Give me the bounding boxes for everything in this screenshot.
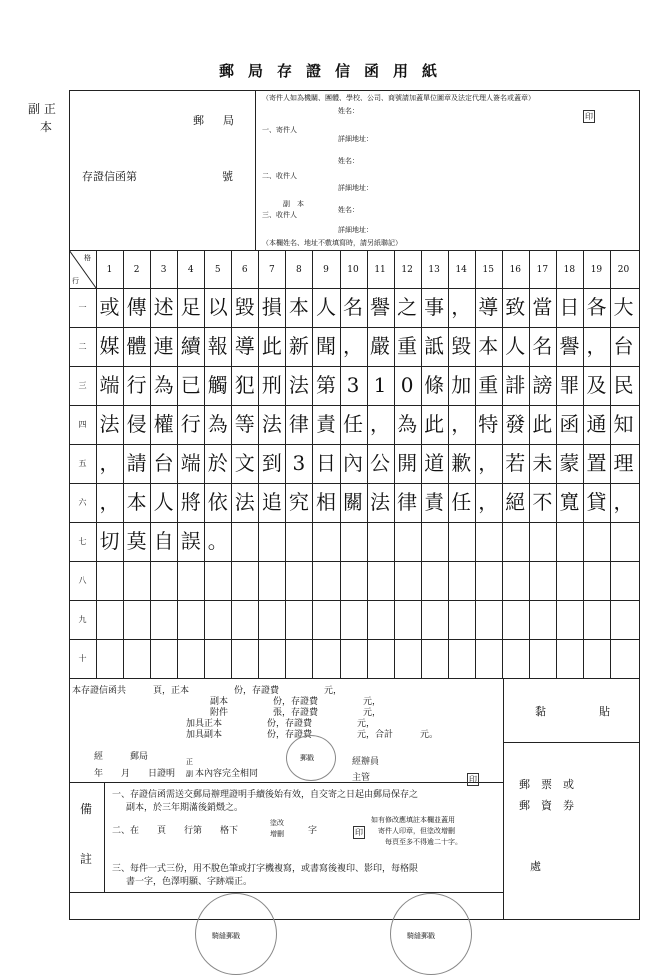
grid-cell: 道 xyxy=(424,451,445,475)
recipient-name-label: 姓名： xyxy=(338,157,359,165)
grid-cell: 觸 xyxy=(207,373,228,397)
note-2f: 寄件人印章，但塗改增刪 xyxy=(378,827,455,835)
grid-cell: ， xyxy=(478,490,499,514)
note-2a: 二、在 頁 行第 格下 xyxy=(112,826,239,836)
grid-cell: 內 xyxy=(343,451,363,475)
column-number: 5 xyxy=(214,265,221,275)
sender-note: （寄件人如為機關、團體、學校、公司、商號請加蓋單位圖章及法定代理人簽名或蓋章） xyxy=(262,94,535,102)
cc-address-label: 詳細地址： xyxy=(338,226,373,234)
grid-cell xyxy=(448,640,475,676)
grid-cell xyxy=(448,601,475,637)
divider xyxy=(503,742,640,743)
grid-cell: 知 xyxy=(613,412,634,436)
grid-cell: 侵 xyxy=(126,412,147,436)
grid-cell: 依 xyxy=(207,490,228,514)
column-number: 13 xyxy=(428,265,440,275)
supervisor-seal xyxy=(467,767,479,786)
grid-cell: ， xyxy=(343,334,363,358)
grid-cell xyxy=(285,640,312,676)
certify-line-b: 年 月 日證明 xyxy=(94,769,176,779)
grid-cell xyxy=(475,640,502,676)
grid-cell: 各 xyxy=(586,295,607,319)
grid-cell: 寬 xyxy=(559,490,580,514)
grid-cell: 新 xyxy=(288,334,309,358)
recipient-label: 二、收件人 xyxy=(262,172,297,180)
grid-cell xyxy=(394,601,421,637)
grid-cell xyxy=(285,601,312,637)
grid-cell: 發 xyxy=(505,412,526,436)
grid-cell: 犯 xyxy=(234,373,255,397)
row-number: 三 xyxy=(78,381,87,390)
grid-cell: 誤 xyxy=(180,529,201,553)
column-number: 8 xyxy=(296,265,302,275)
row-number: 十 xyxy=(78,654,87,663)
divider xyxy=(503,678,504,920)
grid-cell xyxy=(502,562,529,598)
row-number: 四 xyxy=(78,420,87,429)
grid-cell: 罪 xyxy=(559,373,580,397)
grid-cell: 重 xyxy=(478,373,499,397)
grid-cell: 第 xyxy=(315,373,336,397)
grid-cell: 為 xyxy=(207,412,228,436)
remarks-label-b: 註 xyxy=(80,852,93,866)
grid-cell: 法 xyxy=(234,490,255,514)
grid-cell: 述 xyxy=(153,295,174,319)
column-number: 16 xyxy=(509,265,522,275)
grid-cell: 續 xyxy=(180,334,201,358)
grid-cell: 歉 xyxy=(451,451,472,475)
grid-cell xyxy=(231,562,258,598)
postmark-label: 郵戳 xyxy=(300,754,314,762)
grid-cell: 法 xyxy=(261,412,282,436)
remarks-label-a: 備 xyxy=(80,802,93,816)
grid-cell xyxy=(475,523,502,559)
grid-cell: 譽 xyxy=(370,295,391,319)
grid-cell xyxy=(583,523,610,559)
grid-cell: 致 xyxy=(505,295,526,319)
grid-cell xyxy=(177,601,204,637)
sender-seal xyxy=(583,104,595,123)
certify-original: 正 xyxy=(186,758,193,766)
grid-cell xyxy=(96,562,123,598)
grid-cell xyxy=(556,601,583,637)
grid-cell: 連 xyxy=(153,334,174,358)
grid-cell xyxy=(448,562,475,598)
grid-cell: 之 xyxy=(397,295,418,319)
grid-cell: 足 xyxy=(180,295,201,319)
grid-cell: 日 xyxy=(559,295,580,319)
grid-cell: ， xyxy=(99,490,120,514)
grid-cell: 法 xyxy=(99,412,120,436)
corner-label-bottom: 行 xyxy=(72,277,79,285)
grid-cell xyxy=(556,523,583,559)
grid-cell xyxy=(475,601,502,637)
column-number: 1 xyxy=(106,265,113,275)
grid-cell: 嚴 xyxy=(370,334,391,358)
grid-cell: 毀 xyxy=(451,334,472,358)
grid-cell xyxy=(123,562,150,598)
column-number: 7 xyxy=(268,265,275,275)
divider xyxy=(104,782,105,892)
note-2-seal xyxy=(353,820,365,839)
note-1b: 副本，於三年期滿後銷燬之。 xyxy=(126,803,244,813)
grid-cell xyxy=(258,523,285,559)
grid-cell xyxy=(340,523,367,559)
grid-cell: 追 xyxy=(261,490,282,514)
grid-cell: 端 xyxy=(99,373,120,397)
column-number: 12 xyxy=(401,265,413,275)
grid-cell xyxy=(231,640,258,676)
column-number: 10 xyxy=(347,265,359,275)
grid-cell: 行 xyxy=(180,412,201,436)
grid-cell: 或 xyxy=(99,295,120,319)
copy-type-label xyxy=(28,100,68,136)
cc-name-label: 姓名： xyxy=(338,206,359,214)
grid-cell: 律 xyxy=(288,412,309,436)
grid-cell: 加 xyxy=(451,373,472,397)
grid-cell: 不 xyxy=(532,490,553,514)
grid-cell xyxy=(529,601,556,637)
grid-cell xyxy=(475,562,502,598)
grid-cell: 條 xyxy=(424,373,445,397)
column-number: 18 xyxy=(563,265,576,275)
grid-cell: ， xyxy=(370,412,391,436)
grid-cell: 譽 xyxy=(559,334,580,358)
sender-label: 一、寄件人 xyxy=(262,126,297,134)
note-2-char: 字 xyxy=(308,826,318,836)
row-number: 二 xyxy=(78,342,87,351)
grid-cell: 導 xyxy=(478,295,499,319)
paste-label-b: 貼 xyxy=(599,705,610,718)
grid-cell xyxy=(231,601,258,637)
grid-cell: 貸 xyxy=(586,490,607,514)
grid-cell xyxy=(502,640,529,676)
cc-label: 三、收件人 xyxy=(262,211,297,219)
grid-cell xyxy=(150,640,177,676)
grid-cell xyxy=(285,562,312,598)
form-title: 郵局存證信函用紙 xyxy=(218,62,451,80)
column-number: 20 xyxy=(617,265,630,275)
divider xyxy=(69,678,640,679)
grid-cell xyxy=(340,601,367,637)
grid-cell: 通 xyxy=(586,412,607,436)
column-number: 11 xyxy=(374,265,386,275)
grid-cell: 自 xyxy=(153,529,174,553)
grid-cell: 0 xyxy=(400,373,414,397)
grid-cell: 於 xyxy=(207,451,228,475)
grid-cell: 莫 xyxy=(126,529,147,553)
grid-cell xyxy=(556,640,583,676)
grid-cell: 請 xyxy=(126,451,147,475)
grid-cell: 未 xyxy=(532,451,553,475)
grid-cell: 法 xyxy=(370,490,391,514)
grid-cell: 特 xyxy=(478,412,499,436)
grid-cell xyxy=(529,562,556,598)
grid-cell xyxy=(421,601,448,637)
grid-cell xyxy=(340,640,367,676)
grid-cell: 毀 xyxy=(234,295,255,319)
grid-cell xyxy=(556,562,583,598)
grid-cell: 等 xyxy=(234,412,255,436)
grid-cell xyxy=(150,562,177,598)
grid-cell xyxy=(394,640,421,676)
grid-cell xyxy=(312,523,339,559)
grid-cell: 報 xyxy=(207,334,228,358)
grid-cell: 傳 xyxy=(126,295,147,319)
grid-cell xyxy=(312,601,339,637)
grid-cell xyxy=(529,640,556,676)
grid-cell xyxy=(502,601,529,637)
note-2-erase: 塗改 xyxy=(270,819,284,827)
certify-line-a: 經 郵局 xyxy=(94,752,149,762)
row-number: 九 xyxy=(78,615,87,624)
grid-cell: ， xyxy=(99,451,120,475)
column-number: 4 xyxy=(187,265,194,275)
grid-cell: 台 xyxy=(613,334,634,358)
recipient-address-label: 詳細地址： xyxy=(338,184,373,192)
grid-cell: 函 xyxy=(559,412,580,436)
grid-cell: 當 xyxy=(532,295,553,319)
grid-cell xyxy=(367,562,394,598)
grid-cell: ， xyxy=(451,412,472,436)
note-2g: 每頁至多不得逾二十字。 xyxy=(385,838,462,846)
grid-cell xyxy=(204,601,231,637)
grid-cell: 1 xyxy=(373,373,387,397)
grid-cell: 本 xyxy=(126,490,147,514)
grid-cell: 名 xyxy=(532,334,553,358)
grid-cell xyxy=(394,562,421,598)
grid-cell: 責 xyxy=(315,412,336,436)
grid-cell xyxy=(150,601,177,637)
grid-cell xyxy=(123,601,150,637)
grid-cell xyxy=(502,523,529,559)
paste-label-a: 黏 xyxy=(535,705,546,718)
grid-cell: 責 xyxy=(424,490,445,514)
grid-cell: 端 xyxy=(180,451,201,475)
grid-cell: 若 xyxy=(505,451,526,475)
grid-cell: 開 xyxy=(397,451,418,475)
grid-cell xyxy=(177,562,204,598)
grid-cell xyxy=(367,640,394,676)
grid-cell: 損 xyxy=(261,295,282,319)
grid-cell: 本 xyxy=(478,334,499,358)
grid-cell xyxy=(448,523,475,559)
grid-cell xyxy=(312,640,339,676)
column-number: 17 xyxy=(536,265,549,275)
grid-cell xyxy=(610,562,637,598)
grid-cell: 任 xyxy=(451,490,472,514)
handler-label: 經辦員 xyxy=(352,757,380,767)
grid-cell xyxy=(258,562,285,598)
column-number: 15 xyxy=(482,265,494,275)
grid-cell xyxy=(96,601,123,637)
grid-cell: 名 xyxy=(343,295,363,319)
grid-cell: 理 xyxy=(613,451,634,475)
grid-cell: 大 xyxy=(613,295,634,319)
grid-cell: ， xyxy=(478,451,499,475)
grid-cell: 及 xyxy=(586,373,607,397)
grid-cell: 謗 xyxy=(532,373,553,397)
row-number: 六 xyxy=(78,498,87,507)
row-number: 七 xyxy=(78,537,87,546)
grid-cell: 事 xyxy=(424,295,445,319)
grid-cell xyxy=(340,562,367,598)
row-number: 一 xyxy=(78,303,87,312)
grid-cell: 日 xyxy=(315,451,336,475)
column-number: 3 xyxy=(160,265,167,275)
seal-mark: 印 xyxy=(585,112,593,121)
grid-cell: 3 xyxy=(292,451,306,475)
grid-cell xyxy=(258,601,285,637)
sender-address-label: 詳細地址： xyxy=(338,135,373,143)
corner-label-top: 格 xyxy=(84,254,91,262)
grid-cell: 任 xyxy=(343,412,363,436)
address-note: （本欄姓名、地址不敷填寫時，請另紙聯記） xyxy=(262,239,402,247)
grid-cell xyxy=(367,523,394,559)
grid-cell: 誹 xyxy=(505,373,526,397)
grid-cell xyxy=(204,640,231,676)
fee-line-1: 本存證信函共 頁，正本 份，存證費 元， xyxy=(72,686,343,696)
grid-cell: 蒙 xyxy=(559,451,580,475)
grid-cell: ， xyxy=(586,334,607,358)
grid-cell xyxy=(204,562,231,598)
grid-cell xyxy=(610,601,637,637)
copy-label-line1: 副 正 xyxy=(28,102,56,116)
postage-label-a: 郵 票 或 xyxy=(519,778,574,791)
column-number: 14 xyxy=(455,265,467,275)
grid-cell xyxy=(96,640,123,676)
grid-cell: 為 xyxy=(397,412,418,436)
grid-cell: ， xyxy=(451,295,472,319)
grid-cell: 聞 xyxy=(315,334,336,358)
row-number: 八 xyxy=(78,576,87,585)
copy-label-line2: 本 xyxy=(40,120,53,134)
grid-cell: 關 xyxy=(343,490,363,514)
grid-cell: 媒 xyxy=(99,334,120,358)
grid-cell: 導 xyxy=(234,334,255,358)
grid-cell xyxy=(583,640,610,676)
note-3b: 書一字，色澤明顯、字跡端正。 xyxy=(126,877,253,887)
sender-name-label: 姓名： xyxy=(338,107,359,115)
grid-cell xyxy=(367,601,394,637)
note-3a: 三、每件一式三份，用不脫色筆或打字機複寫，或書寫後複印、影印，每格限 xyxy=(112,864,419,874)
grid-cell: 人 xyxy=(315,295,336,319)
grid-cell xyxy=(610,640,637,676)
grid-cell: 已 xyxy=(180,373,201,397)
grid-cell xyxy=(583,562,610,598)
note-2-edit: 增刪 xyxy=(270,830,284,838)
grid-cell: 刑 xyxy=(261,373,282,397)
grid-cell: 將 xyxy=(180,490,201,514)
grid-cell: 文 xyxy=(234,451,255,475)
grid-cell xyxy=(421,640,448,676)
column-number: 2 xyxy=(133,265,140,275)
column-number: 9 xyxy=(323,265,329,275)
grid-cell xyxy=(231,523,258,559)
grid-cell: 相 xyxy=(315,490,336,514)
grid-cell: ， xyxy=(613,490,634,514)
place-label: 處 xyxy=(530,860,541,873)
grid-cell: 置 xyxy=(586,451,607,475)
grid-cell xyxy=(258,640,285,676)
grid-cell: 為 xyxy=(153,373,174,397)
grid-cell: 此 xyxy=(261,334,282,358)
grid-cell: 律 xyxy=(397,490,418,514)
seam-stamp-left: 騎縫郵戳 xyxy=(212,932,240,940)
grid-cell: 究 xyxy=(288,490,309,514)
grid-cell xyxy=(421,523,448,559)
grid-cell: 公 xyxy=(370,451,391,475)
grid-cell: 台 xyxy=(153,451,174,475)
grid-cell xyxy=(421,562,448,598)
grid-cell: 人 xyxy=(153,490,174,514)
column-number: 19 xyxy=(590,265,603,275)
column-number: 6 xyxy=(241,265,248,275)
seal-mark: 印 xyxy=(355,828,363,837)
divider xyxy=(69,782,503,783)
grid-cell: 詆 xyxy=(424,334,445,358)
divider xyxy=(255,90,256,250)
note-2e: 如有修改應填註本欄並蓋用 xyxy=(371,816,455,824)
grid-cell: 此 xyxy=(424,412,445,436)
grid-cell: 民 xyxy=(613,373,634,397)
certify-copy: 副 xyxy=(186,770,193,778)
grid-cell xyxy=(312,562,339,598)
fee-line-4: 加具正本 份，存證費 元， xyxy=(186,719,376,729)
grid-cell: 人 xyxy=(505,334,526,358)
grid-cell: 重 xyxy=(397,334,418,358)
grid-cell: 到 xyxy=(261,451,282,475)
cc-label-top: 副 本 xyxy=(283,200,304,208)
grid-cell: 本 xyxy=(288,295,309,319)
note-1a: 一、存證信函需送交郵局辦理證明手續後始有效，自交寄之日起由郵局保存之 xyxy=(112,790,419,800)
grid-cell: 。 xyxy=(207,529,228,553)
grid-cell: 切 xyxy=(99,529,120,553)
divider xyxy=(69,250,640,251)
grid-cell: 行 xyxy=(126,373,147,397)
row-number: 五 xyxy=(78,459,87,468)
certify-line-c: 本內容完全相同 xyxy=(195,769,259,779)
letter-number-suffix: 號 xyxy=(222,170,233,183)
supervisor-label: 主管 xyxy=(352,773,371,783)
fee-line-5: 加具副本 份，存證費 元，合計 元。 xyxy=(186,730,439,740)
grid-cell: 權 xyxy=(153,412,174,436)
letter-number-prefix: 存證信函第 xyxy=(82,170,137,183)
post-office-label: 郵 局 xyxy=(193,114,238,127)
grid-cell xyxy=(285,523,312,559)
grid-cell: 體 xyxy=(126,334,147,358)
grid-cell xyxy=(394,523,421,559)
fee-line-2: 副本 份，存證費 元， xyxy=(210,697,382,707)
grid-cell: 以 xyxy=(207,295,228,319)
grid-cell: 法 xyxy=(288,373,309,397)
grid-cell xyxy=(610,523,637,559)
grid-cell xyxy=(123,640,150,676)
grid-cell: 3 xyxy=(346,373,360,397)
seal-mark: 印 xyxy=(469,775,477,784)
grid-cell: 此 xyxy=(532,412,553,436)
grid-cell: 絕 xyxy=(505,490,526,514)
seam-stamp-right: 騎縫郵戳 xyxy=(407,932,435,940)
grid-cell xyxy=(529,523,556,559)
fee-line-3: 附件 張，存證費 元， xyxy=(210,708,382,718)
grid-cell xyxy=(177,640,204,676)
postage-label-b: 郵 資 券 xyxy=(519,799,574,812)
grid-cell xyxy=(583,601,610,637)
